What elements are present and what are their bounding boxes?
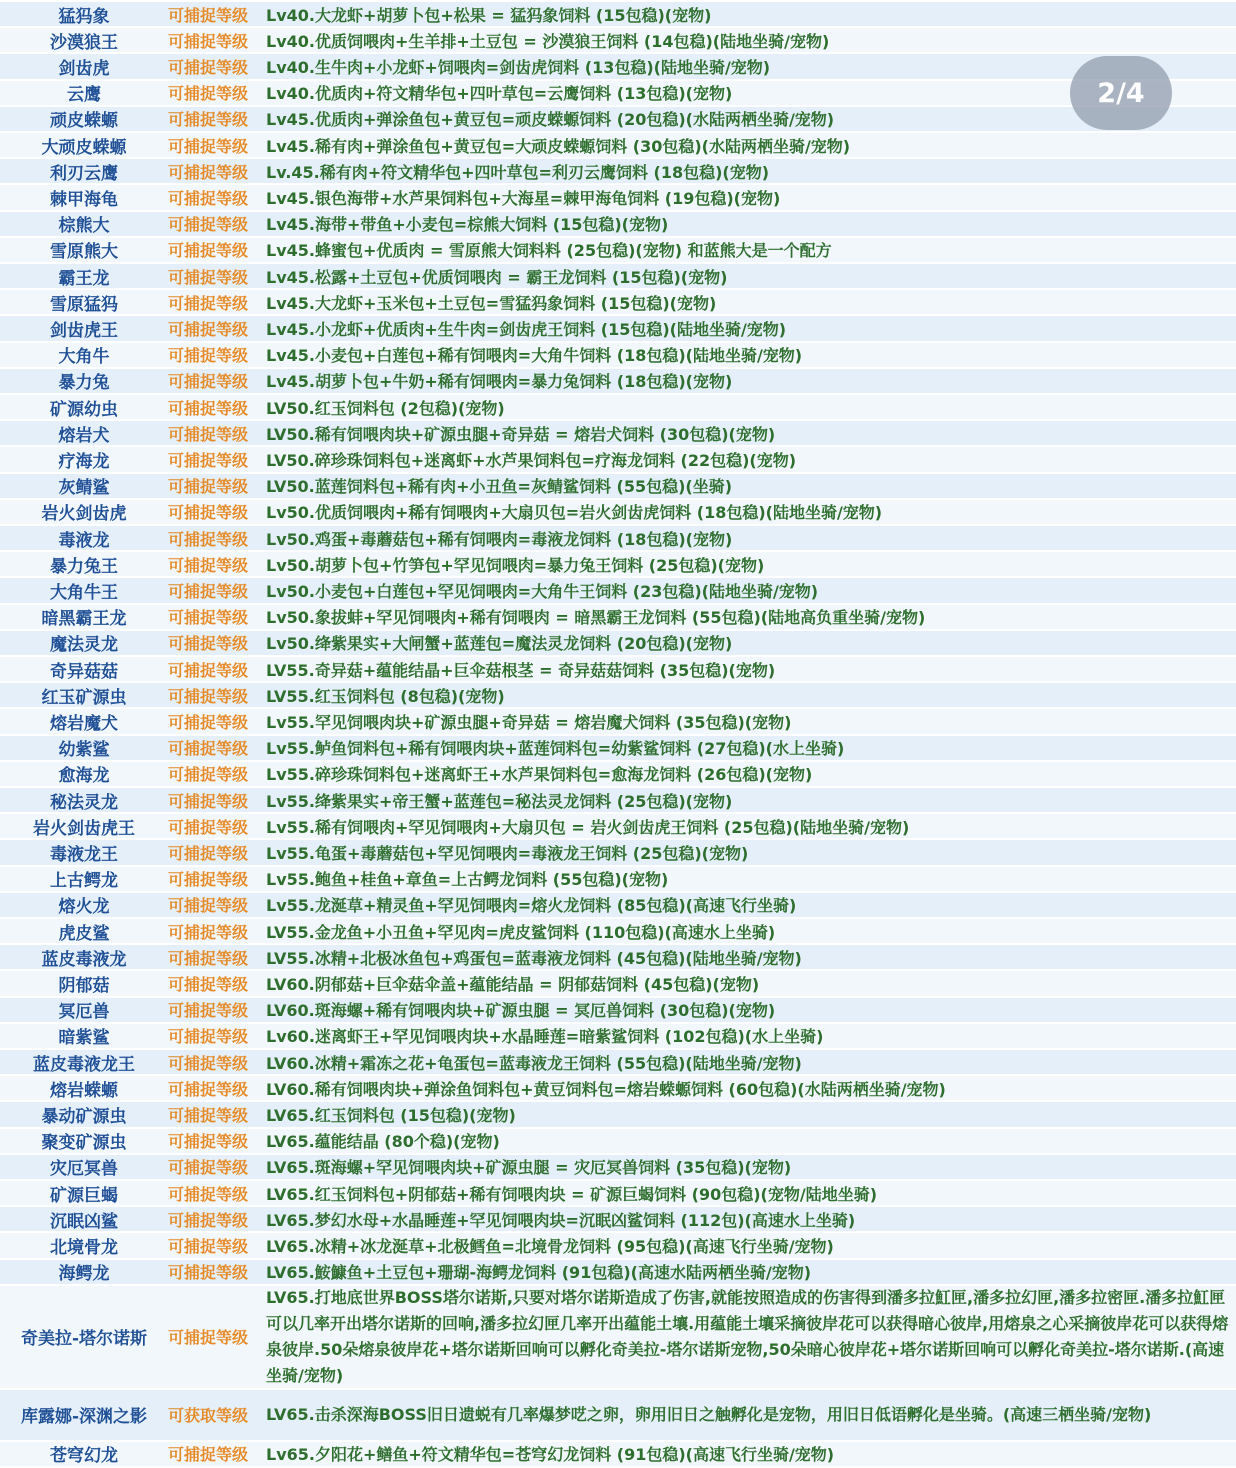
table-row	[0, 788, 1236, 814]
table-row	[0, 1102, 1236, 1128]
capture-level-label: 可捕捉等级	[168, 84, 249, 104]
creature-name: 红玉矿源虫	[41, 687, 127, 708]
recipe-text: LV55.金龙鱼+小丑鱼+罕见肉=虎皮鲨饲料 (110包稳)(高速水上坐骑)	[266, 922, 776, 942]
creature-name: 矿源幼虫	[50, 399, 118, 420]
creature-name: 奇异菇菇	[50, 661, 118, 682]
creature-name: 矿源巨蝎	[50, 1185, 118, 1206]
table-row	[0, 1050, 1236, 1076]
recipe-text: Lv50.小麦包+白莲包+罕见饲喂肉=大角牛王饲料 (23包稳)(陆地坐骑/宠物)	[266, 581, 819, 601]
recipe-text: LV65.蕴能结晶 (80个稳)(宠物)	[266, 1132, 500, 1152]
table-row	[0, 552, 1236, 578]
creature-name: 暴力兔王	[50, 556, 118, 577]
table-row	[0, 159, 1236, 185]
table-row	[0, 1233, 1236, 1259]
recipe-text: Lv55.碎珍珠饲料包+迷离虾王+水芦果饲料包=愈海龙饲料 (26包稳)(宠物)	[266, 765, 813, 785]
table-row	[0, 81, 1236, 107]
recipe-text: LV65.击杀深海BOSS旧日遗蜕有几率爆梦呓之卵，卵用旧日之触孵化是宠物，用旧日低语孵化是坐骑。(高速三栖坐骑/宠物)	[266, 1404, 1152, 1424]
recipe-text: Lv.45.稀有肉+符文精华包+四叶草包=利刃云鹰饲料 (18包稳)(宠物)	[266, 162, 770, 182]
capture-level-label: 可捕捉等级	[168, 57, 249, 77]
creature-name: 蓝皮毒液龙	[41, 949, 127, 970]
capture-level-label: 可捕捉等级	[168, 162, 249, 182]
creature-name: 猛犸象	[58, 6, 110, 27]
table-row	[0, 1260, 1236, 1286]
table-row	[0, 578, 1236, 604]
creature-name: 熔岩犬	[58, 425, 110, 446]
creature-name: 暴动矿源虫	[41, 1106, 127, 1127]
recipe-text: Lv45.小龙虾+优质肉+生牛肉=剑齿虎王饲料 (15包稳)(陆地坐骑/宠物)	[266, 319, 787, 339]
table-row	[0, 1442, 1236, 1468]
creature-name: 沉眠凶鲨	[50, 1211, 118, 1232]
capture-level-label: 可捕捉等级	[168, 974, 249, 994]
recipe-text: LV55.冰精+北极冰鱼包+鸡蛋包=蓝毒液龙饲料 (45包稳)(陆地坐骑/宠物)	[266, 948, 802, 968]
table-row	[0, 945, 1236, 971]
recipe-text: Lv40.优质饲喂肉+生羊排+土豆包 = 沙漠狼王饲料 (14包稳)(陆地坐骑/宠物)	[266, 31, 830, 51]
recipe-text: Lv45.大龙虾+玉米包+土豆包=雪猛犸象饲料 (15包稳)(宠物)	[266, 293, 717, 313]
table-row	[0, 893, 1236, 919]
table-row	[0, 107, 1236, 133]
recipe-text: Lv55.绛紫果实+帝王蟹+蓝莲包=秘法灵龙饲料 (25包稳)(宠物)	[266, 791, 733, 811]
table-row	[0, 28, 1236, 54]
capture-level-label: 可捕捉等级	[168, 634, 249, 654]
creature-name: 剑齿虎	[58, 58, 110, 79]
recipe-text: Lv40.大龙虾+胡萝卜包+松果 = 猛犸象饲料 (15包稳)(宠物)	[266, 5, 712, 25]
table-row	[0, 1129, 1236, 1155]
table-row	[0, 1024, 1236, 1050]
capture-level-label: 可获取等级	[168, 1406, 249, 1426]
capture-level-label: 可捕捉等级	[168, 896, 249, 916]
capture-level-label: 可捕捉等级	[168, 529, 249, 549]
table-row	[0, 447, 1236, 473]
creature-name: 雪原熊大	[50, 242, 118, 263]
capture-level-label: 可捕捉等级	[168, 1027, 249, 1047]
table-row	[0, 54, 1236, 80]
table-row	[0, 1155, 1236, 1181]
table-row	[0, 1076, 1236, 1102]
capture-level-label: 可捕捉等级	[168, 372, 249, 392]
table-row	[0, 971, 1236, 997]
recipe-text: Lv60.迷离虾王+罕见饲喂肉块+水晶睡莲=暗紫鲨饲料 (102包稳)(水上坐骑)	[266, 1027, 824, 1047]
capture-level-label: 可捕捉等级	[168, 765, 249, 785]
capture-level-label: 可捕捉等级	[168, 1158, 249, 1178]
capture-level-label: 可捕捉等级	[168, 608, 249, 628]
table-row	[0, 133, 1236, 159]
table-row	[0, 185, 1236, 211]
capture-level-label: 可捕捉等级	[168, 188, 249, 208]
capture-level-label: 可捕捉等级	[168, 450, 249, 470]
recipe-text: Lv50.优质饲喂肉+稀有饲喂肉+大扇贝包=岩火剑齿虎饲料 (18包稳)(陆地坐骑/宠物)	[266, 503, 883, 523]
recipe-text: Lv45.小麦包+白莲包+稀有饲喂肉=大角牛饲料 (18包稳)(陆地坐骑/宠物)	[266, 346, 803, 366]
table-row	[0, 762, 1236, 788]
table-row	[0, 343, 1236, 369]
table-row	[0, 1390, 1236, 1442]
recipe-text: Lv50.胡萝卜包+竹笋包+罕见饲喂肉=暴力兔王饲料 (25包稳)(宠物)	[266, 555, 765, 575]
capture-level-label: 可捕捉等级	[168, 319, 249, 339]
capture-level-label: 可捕捉等级	[168, 1236, 249, 1256]
creature-name: 海鳄龙	[58, 1264, 110, 1285]
capture-level-label: 可捕捉等级	[168, 215, 249, 235]
page-indicator: 2/4	[1070, 56, 1172, 130]
recipe-text: Lv50.绛紫果实+大闸蟹+蓝莲包=魔法灵龙饲料 (20包稳)(宠物)	[266, 634, 733, 654]
table-row	[0, 238, 1236, 264]
creature-name: 暗黑霸王龙	[41, 609, 127, 630]
recipe-text: Lv40.生牛肉+小龙虾+饲喂肉=剑齿虎饲料 (13包稳)(陆地坐骑/宠物)	[266, 57, 771, 77]
recipe-text: Lv45.优质肉+弹涂鱼包+黄豆包=顽皮蝾螈饲料 (20包稳)(水陆两栖坐骑/宠物)	[266, 110, 835, 130]
recipe-text: LV65.梦幻水母+水晶睡莲+罕见饲喂肉块=沉眠凶鲨饲料 (112包)(高速水上坐骑)	[266, 1210, 856, 1230]
recipe-text: LV50.红玉饲料包 (2包稳)(宠物)	[266, 398, 505, 418]
recipe-text: LV65.红玉饲料包+阴郁菇+稀有饲喂肉块 = 矿源巨蝎饲料 (90包稳)(宠物/陆地坐骑)	[266, 1184, 878, 1204]
creature-name: 熔岩魔犬	[50, 713, 118, 734]
table-row	[0, 421, 1236, 447]
recipe-text: LV65.冰精+冰龙涎草+北极鳕鱼=北境骨龙饲料 (95包稳)(高速飞行坐骑/宠物)	[266, 1236, 834, 1256]
recipe-text: LV65.打地底世界BOSS塔尔诺斯,只要对塔尔诺斯造成了伤害,就能按照造成的伤害得到潘多拉魟匣,潘多拉幻匣,潘多拉密匣.潘多拉魟匣可以几率开出塔尔诺斯的回响,潘多拉幻匣几率开出蕴能土壤.用蕴能土壤采摘彼岸花可以获得暗心彼岸,用熔泉之心采摘彼岸花可以获得熔泉彼岸.50朵熔泉彼岸花+塔尔诺斯回响可以孵化奇美拉-塔尔诺斯宠物,50朵暗心彼岸花+塔尔诺斯回响可以孵化奇美拉-塔尔诺斯.(高速坐骑/宠物)	[266, 1287, 1229, 1385]
table-row	[0, 474, 1236, 500]
creature-name: 毒液龙	[58, 530, 110, 551]
capture-level-label: 可捕捉等级	[168, 1053, 249, 1073]
table-row	[0, 290, 1236, 316]
capture-level-label: 可捕捉等级	[168, 1263, 249, 1283]
capture-level-label: 可捕捉等级	[168, 660, 249, 680]
table-row	[0, 814, 1236, 840]
recipe-text: LV60.冰精+霜冻之花+龟蛋包=蓝毒液龙王饲料 (55包稳)(陆地坐骑/宠物)	[266, 1053, 802, 1073]
table-row	[0, 998, 1236, 1024]
table-row	[0, 867, 1236, 893]
capture-level-label: 可捕捉等级	[168, 555, 249, 575]
creature-name: 秘法灵龙	[50, 792, 118, 813]
capture-level-label: 可捕捉等级	[168, 686, 249, 706]
recipe-text: Lv45.胡萝卜包+牛奶+稀有饲喂肉=暴力兔饲料 (18包稳)(宠物)	[266, 372, 733, 392]
capture-level-label: 可捕捉等级	[168, 346, 249, 366]
creature-name: 蓝皮毒液龙王	[33, 1054, 135, 1075]
creature-name: 岩火剑齿虎	[41, 504, 127, 525]
table-row	[0, 840, 1236, 866]
table-row	[0, 2, 1236, 28]
recipe-text: Lv40.优质肉+符文精华包+四叶草包=云鹰饲料 (13包稳)(宠物)	[266, 84, 733, 104]
creature-name: 利刃云鹰	[50, 163, 118, 184]
capture-level-label: 可捕捉等级	[168, 398, 249, 418]
capture-level-label: 可捕捉等级	[168, 1328, 249, 1348]
capture-level-label: 可捕捉等级	[168, 843, 249, 863]
table-row	[0, 605, 1236, 631]
capture-level-label: 可捕捉等级	[168, 503, 249, 523]
table-row	[0, 657, 1236, 683]
capture-level-label: 可捕捉等级	[168, 1445, 249, 1465]
capture-level-label: 可捕捉等级	[168, 712, 249, 732]
recipe-text: Lv55.稀有饲喂肉+罕见饲喂肉+大扇贝包 = 岩火剑齿虎王饲料 (25包稳)(陆地坐骑/宠物)	[266, 817, 910, 837]
recipe-text: Lv55.鲈鱼饲料包+稀有饲喂肉块+蓝莲饲料包=幼紫鲨饲料 (27包稳)(水上坐骑)	[266, 739, 845, 759]
recipe-text: Lv45.蜂蜜包+优质肉 = 雪原熊大饲料料 (25包稳)(宠物) 和蓝熊大是一个配方	[266, 241, 832, 261]
recipe-text: LV65.鮟鱇鱼+土豆包+珊瑚-海鳄龙饲料 (91包稳)(高速水陆两栖坐骑/宠物)	[266, 1263, 812, 1283]
creature-name: 上古鳄龙	[50, 871, 118, 892]
creature-name: 库露娜-深渊之影	[20, 1407, 148, 1428]
recipe-text: LV50.稀有饲喂肉块+矿源虫腿+奇异菇 = 熔岩犬饲料 (30包稳)(宠物)	[266, 424, 776, 444]
recipe-text: Lv45.海带+带鱼+小麦包=棕熊大饲料 (15包稳)(宠物)	[266, 215, 669, 235]
creature-name: 疗海龙	[58, 451, 110, 472]
table-row	[0, 212, 1236, 238]
creature-name: 虎皮鲨	[58, 923, 110, 944]
creature-name: 大顽皮蝾螈	[41, 137, 127, 158]
table-row	[0, 1286, 1236, 1390]
creature-name: 熔火龙	[58, 897, 110, 918]
recipe-text: Lv50.象拔蚌+罕见饲喂肉+稀有饲喂肉 = 暗黑霸王龙饲料 (55包稳)(陆地高负重坐骑/宠物)	[266, 608, 926, 628]
creature-name: 云鹰	[67, 85, 101, 106]
table-row	[0, 1207, 1236, 1233]
capture-level-label: 可捕捉等级	[168, 110, 249, 130]
creature-name: 熔岩蝾螈	[50, 1080, 118, 1101]
creature-name: 顽皮蝾螈	[50, 111, 118, 132]
table-row	[0, 369, 1236, 395]
table-row	[0, 264, 1236, 290]
recipe-text: Lv45.稀有肉+弹涂鱼包+黄豆包=大顽皮蝾螈饲料 (30包稳)(水陆两栖坐骑/宠物)	[266, 136, 851, 156]
creature-name: 雪原猛犸	[50, 294, 118, 315]
creature-name: 霸王龙	[58, 268, 110, 289]
creature-name: 暴力兔	[58, 373, 110, 394]
capture-level-label: 可捕捉等级	[168, 477, 249, 497]
recipe-text: LV65.红玉饲料包 (15包稳)(宠物)	[266, 1105, 516, 1125]
creature-name: 暗紫鲨	[58, 1028, 110, 1049]
recipe-text: LV50.蓝莲饲料包+稀有肉+小丑鱼=灰鲭鲨饲料 (55包稳)(坐骑)	[266, 477, 733, 497]
recipe-text: LV50.碎珍珠饲料包+迷离虾+水芦果饲料包=疗海龙饲料 (22包稳)(宠物)	[266, 450, 797, 470]
creature-name: 大角牛	[58, 347, 110, 368]
capture-level-label: 可捕捉等级	[168, 1132, 249, 1152]
creature-name: 幼紫鲨	[58, 740, 110, 761]
capture-level-label: 可捕捉等级	[168, 739, 249, 759]
table-row	[0, 395, 1236, 421]
recipe-text: LV65.斑海螺+罕见饲喂肉块+矿源虫腿 = 灾厄冥兽饲料 (35包稳)(宠物)	[266, 1158, 792, 1178]
capture-level-label: 可捕捉等级	[168, 31, 249, 51]
table-row	[0, 709, 1236, 735]
recipe-text: Lv65.夕阳花+鳝鱼+符文精华包=苍穹幻龙饲料 (91包稳)(高速飞行坐骑/宠物)	[266, 1445, 835, 1465]
creature-name: 奇美拉-塔尔诺斯	[20, 1329, 148, 1350]
recipe-text: Lv45.银色海带+水芦果饲料包+大海星=棘甲海龟饲料 (19包稳)(宠物)	[266, 188, 781, 208]
creature-name: 大角牛王	[50, 582, 118, 603]
capture-level-label: 可捕捉等级	[168, 1079, 249, 1099]
creature-name: 棕熊大	[58, 216, 110, 237]
capture-level-label: 可捕捉等级	[168, 817, 249, 837]
table-row	[0, 500, 1236, 526]
table-row	[0, 526, 1236, 552]
capture-level-label: 可捕捉等级	[168, 136, 249, 156]
capture-level-label: 可捕捉等级	[168, 241, 249, 261]
recipe-text: Lv55.罕见饲喂肉块+矿源虫腿+奇异菇 = 熔岩魔犬饲料 (35包稳)(宠物)	[266, 712, 792, 732]
creature-name: 愈海龙	[58, 766, 110, 787]
table-row	[0, 919, 1236, 945]
capture-level-label: 可捕捉等级	[168, 922, 249, 942]
creature-name: 剑齿虎王	[50, 320, 118, 341]
creature-name: 沙漠狼王	[50, 32, 118, 53]
recipe-text: Lv55.鲍鱼+桂鱼+章鱼=上古鳄龙饲料 (55包稳)(宠物)	[266, 870, 669, 890]
creature-name: 灾厄冥兽	[50, 1159, 118, 1180]
creature-name: 苍穹幻龙	[50, 1446, 118, 1467]
capture-level-label: 可捕捉等级	[168, 5, 249, 25]
recipe-text: Lv45.松露+土豆包+优质饲喂肉 = 霸王龙饲料 (15包稳)(宠物)	[266, 267, 728, 287]
table-row	[0, 631, 1236, 657]
creature-name: 毒液龙王	[50, 844, 118, 865]
table-row	[0, 736, 1236, 762]
recipe-text: LV60.稀有饲喂肉块+弹涂鱼饲料包+黄豆饲料包=熔岩蝾螈饲料 (60包稳)(水陆两栖坐骑/宠物)	[266, 1079, 946, 1099]
table-row	[0, 683, 1236, 709]
creature-name: 棘甲海龟	[50, 189, 118, 210]
capture-level-label: 可捕捉等级	[168, 581, 249, 601]
recipe-text: LV55.红玉饲料包 (8包稳)(宠物)	[266, 686, 505, 706]
creature-name: 阴郁菇	[58, 975, 110, 996]
capture-level-label: 可捕捉等级	[168, 267, 249, 287]
creature-name: 岩火剑齿虎王	[33, 818, 135, 839]
creature-name: 冥厄兽	[58, 1002, 110, 1023]
creature-name: 魔法灵龙	[50, 635, 118, 656]
recipe-text: LV55.奇异菇+蕴能结晶+巨伞菇根茎 = 奇异菇菇饲料 (35包稳)(宠物)	[266, 660, 776, 680]
recipe-text: Lv55.龙涎草+精灵鱼+罕见饲喂肉=熔火龙饲料 (85包稳)(高速飞行坐骑)	[266, 896, 797, 916]
capture-level-label: 可捕捉等级	[168, 1001, 249, 1021]
recipe-text: Lv55.龟蛋+毒蘑菇包+罕见饲喂肉=毒液龙王饲料 (25包稳)(宠物)	[266, 843, 749, 863]
recipe-text: LV60.阴郁菇+巨伞菇伞盖+蕴能结晶 = 阴郁菇饲料 (45包稳)(宠物)	[266, 974, 760, 994]
capture-level-label: 可捕捉等级	[168, 1184, 249, 1204]
creature-name: 聚变矿源虫	[41, 1133, 127, 1154]
capture-level-label: 可捕捉等级	[168, 791, 249, 811]
capture-level-label: 可捕捉等级	[168, 293, 249, 313]
capture-level-label: 可捕捉等级	[168, 948, 249, 968]
capture-level-label: 可捕捉等级	[168, 1105, 249, 1125]
capture-level-label: 可捕捉等级	[168, 1210, 249, 1230]
creature-name: 灰鲭鲨	[58, 478, 110, 499]
recipe-text: Lv50.鸡蛋+毒蘑菇包+稀有饲喂肉=毒液龙饲料 (18包稳)(宠物)	[266, 529, 733, 549]
creature-name: 北境骨龙	[50, 1237, 118, 1258]
table-row	[0, 316, 1236, 342]
recipe-text: LV60.斑海螺+稀有饲喂肉块+矿源虫腿 = 冥厄兽饲料 (30包稳)(宠物)	[266, 1001, 776, 1021]
capture-level-label: 可捕捉等级	[168, 424, 249, 444]
table-row	[0, 1181, 1236, 1207]
capture-level-label: 可捕捉等级	[168, 870, 249, 890]
